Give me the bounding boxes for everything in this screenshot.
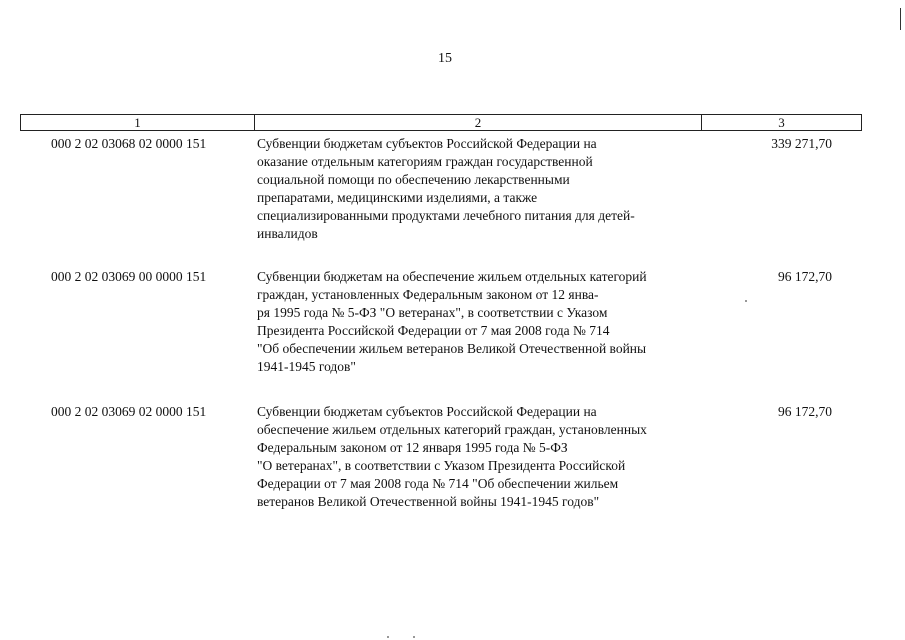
column-header-3: 3 <box>778 115 785 130</box>
amount-value: 96 172,70 <box>778 269 832 284</box>
description-line: ветеранов Великой Отечественной войны 1941-1945 годов" <box>257 494 600 509</box>
description-line: обеспечение жильем отдельных категорий граждан, установленных <box>257 422 647 437</box>
description-line: Федерации от 7 мая 2008 года № 714 "Об обеспечении жильем <box>257 476 619 491</box>
table-header <box>20 114 862 131</box>
row-description <box>257 135 707 243</box>
description-line: Субвенции бюджетам на обеспечение жильем отдельных категорий <box>257 269 647 284</box>
description-line: инвалидов <box>257 226 318 241</box>
page-number: 15 <box>438 51 452 66</box>
row-description <box>257 268 707 376</box>
column-header-2: 2 <box>255 115 702 130</box>
scan-speck <box>387 636 389 638</box>
description-line: 1941-1945 годов" <box>257 359 356 374</box>
description-line: оказание отдельным категориям граждан государственной <box>257 154 593 169</box>
budget-code: 000 2 02 03069 02 0000 151 <box>51 404 207 419</box>
row-description <box>257 403 707 511</box>
amount-value: 339 271,70 <box>771 136 832 151</box>
margin-mark <box>900 8 901 30</box>
column-header-1: 1 <box>21 115 255 130</box>
description-line: "О ветеранах", в соответствии с Указом Президента Российской <box>257 458 626 473</box>
description-line: Субвенции бюджетам субъектов Российской Федерации на <box>257 404 597 419</box>
amount-value: 96 172,70 <box>778 404 832 419</box>
description-line: Президента Российской Федерации от 7 мая 2008 года № 714 <box>257 323 610 338</box>
description-line: "Об обеспечении жильем ветеранов Великой Отечественной войны <box>257 341 647 356</box>
description-line: социальной помощи по обеспечению лекарственными <box>257 172 570 187</box>
description-line: препаратами, медицинскими изделиями, а также <box>257 190 538 205</box>
description-line: специализированными продуктами лечебного питания для детей- <box>257 208 635 223</box>
description-line: Федеральным законом от 12 января 1995 года № 5-ФЗ <box>257 440 568 455</box>
description-line: Субвенции бюджетам субъектов Российской Федерации на <box>257 136 597 151</box>
description-line: ря 1995 года № 5-ФЗ "О ветеранах", в соответствии с Указом <box>257 305 608 320</box>
scan-speck <box>413 636 415 638</box>
budget-code: 000 2 02 03069 00 0000 151 <box>51 269 207 284</box>
scan-speck <box>745 300 747 302</box>
budget-code: 000 2 02 03068 02 0000 151 <box>51 136 207 151</box>
description-line: граждан, установленных Федеральным законом от 12 янва- <box>257 287 599 302</box>
